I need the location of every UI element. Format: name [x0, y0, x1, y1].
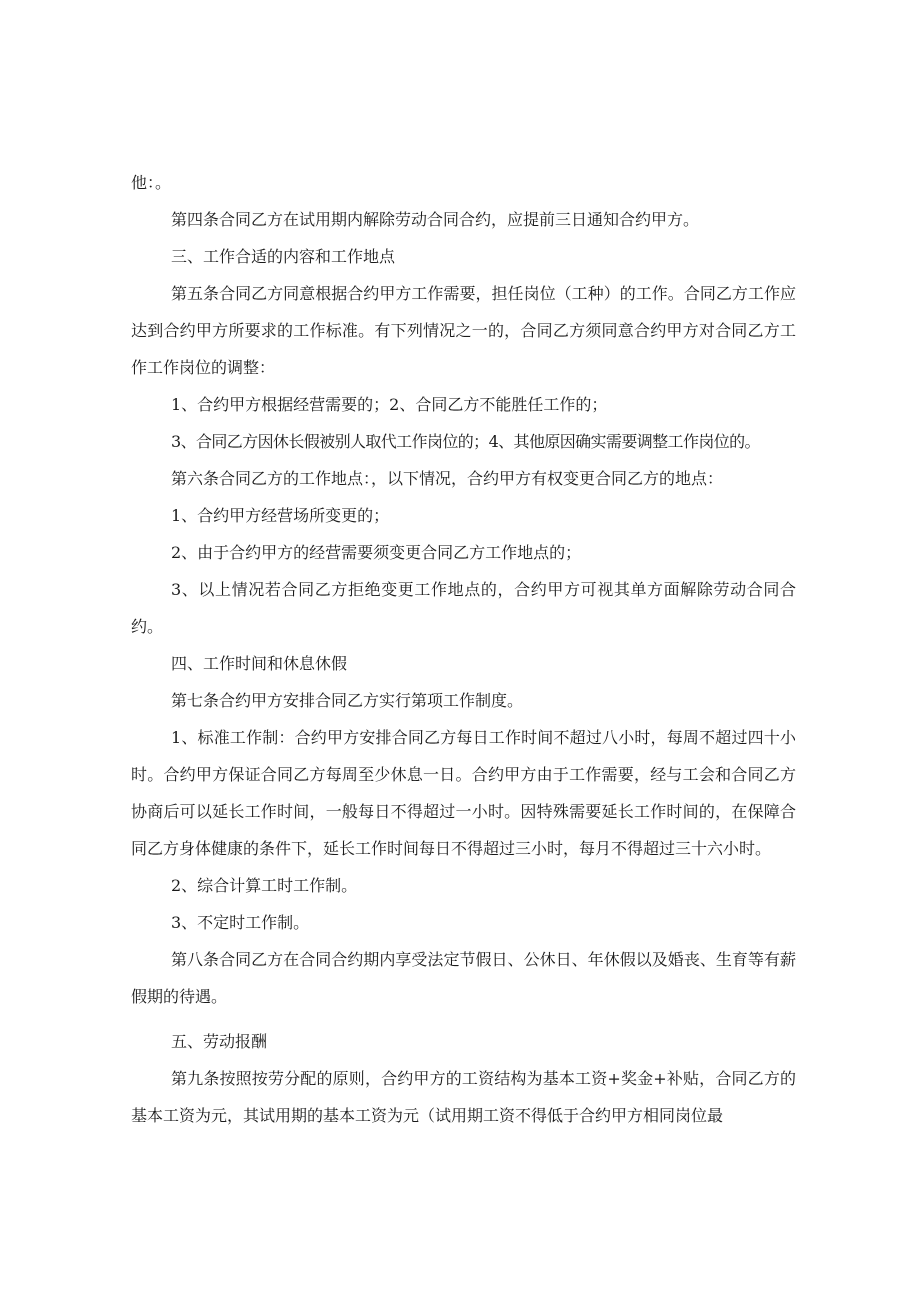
- article-6-item-2: 2、由于合约甲方的经营需要须变更合同乙方工作地点的；: [171, 543, 582, 562]
- article-6-item-3: 3、以上情况若合同乙方拒绝变更工作地点的，合约甲方可视其单方面解除劳动合同合约。: [131, 580, 796, 636]
- article-8: 第八条合同乙方在合同合约期内享受法定节假日、公休日、年休假以及婚丧、生育等有薪假期的待遇。: [131, 950, 796, 1006]
- article-7-item-3: 3、不定时工作制。: [171, 913, 310, 932]
- article-6-item-1: 1、合约甲方经营场所变更的；: [171, 506, 390, 525]
- paragraph-continuation: 他：。: [131, 173, 172, 192]
- article-7: 第七条合约甲方安排合同乙方实行第项工作制度。: [171, 691, 524, 710]
- article-5-item-3-4: 3、合同乙方因休长假被别人取代工作岗位的；4、其他原因确实需要调整工作岗位的。: [171, 432, 760, 451]
- article-4: 第四条合同乙方在试用期内解除劳动合同合约，应提前三日通知合约甲方。: [171, 210, 700, 229]
- article-6: 第六条合同乙方的工作地点：，以下情况，合约甲方有权变更合同乙方的地点：: [171, 469, 724, 488]
- article-9: 第九条按照按劳分配的原则，合约甲方的工资结构为基本工资+奖金+补贴，合同乙方的基本工资为元，其试用期的基本工资为元（试用期工资不得低于合约甲方相同岗位最: [131, 1069, 796, 1125]
- section-heading-5: 五、劳动报酬: [171, 1032, 268, 1051]
- section-heading-4: 四、工作时间和休息休假: [171, 654, 348, 673]
- document-body: [131, 164, 796, 1134]
- article-7-item-2: 2、综合计算工时工作制。: [171, 876, 358, 895]
- article-5: 第五条合同乙方同意根据合约甲方工作需要，担任岗位（工种）的工作。合同乙方工作应达到合约甲方所要求的工作标准。有下列情况之一的，合同乙方须同意合约甲方对合同乙方工作工作岗位的调整：: [131, 284, 796, 377]
- section-heading-3: 三、工作合适的内容和工作地点: [171, 247, 396, 266]
- article-5-item-1-2: 1、合约甲方根据经营需要的；2、合同乙方不能胜任工作的；: [171, 395, 608, 414]
- article-7-item-1: 1、标准工作制：合约甲方安排合同乙方每日工作时间不超过八小时，每周不超过四十小时。合约甲方保证合同乙方每周至少休息一日。合约甲方由于工作需要，经与工会和合同乙方协商后可以延长工作时间，一般每日不得超过一小时。因特殊需要延长工作时间的，在保障合同乙方身体健康的条件下，延长工作时间每日不得超过三小时，每月不得超过三十六小时。: [131, 728, 796, 858]
